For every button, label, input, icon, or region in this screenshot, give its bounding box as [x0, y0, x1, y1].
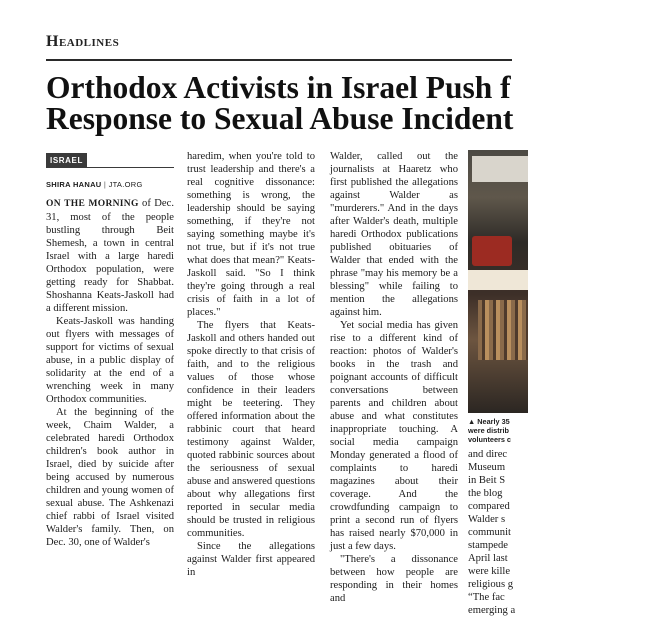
paragraph: Keats-Jaskoll was handing out flyers with messages of support for victims of sexual abuse, in a public display of solidarity at the end of a wrenching week in many Orthodox communities.	[46, 316, 174, 405]
text-line: religious g	[468, 579, 514, 590]
text-line: stampede	[468, 540, 509, 551]
paragraph: haredim, when you're told to trust leadership and there's a real cognitive dissonance: something is wrong, the leadership should be saying something, if they're not saying something maybe it's not true, but if it's not true what does that mean?" Keats-Jaskoll said. "So I think they're going through a real crisis of faith in a lot of places."	[187, 151, 315, 318]
lead-in: ON THE MORNING	[46, 199, 139, 209]
byline-author: SHIRA HANAU	[46, 180, 102, 189]
article-column-4	[468, 150, 528, 616]
headline-line-2: Response to Sexual Abuse Incident	[46, 101, 514, 136]
photo-banner	[468, 270, 528, 290]
caption-line: were distrib	[468, 426, 509, 435]
paragraph: Yet social media has given rise to a different kind of reaction: photos of Walder's books in the trash and poignant accounts of difficult conversations between parents and children about abuse and what constitutes inappropriate touching. A social media campaign Monday generated a flood of complaints to haredi magazines about their coverage. And the crowdfunding campaign to print a second run of flyers has raised nearly $70,000 in just a few days.	[330, 320, 458, 552]
text-line: were kille	[468, 566, 511, 577]
text-line: “The fac	[468, 592, 505, 603]
paragraph: "There's a dissonance between how people are responding in their homes and	[330, 554, 458, 604]
text-line: compared	[468, 501, 510, 512]
paragraph: At the beginning of the week, Chaim Walder, a celebrated haredi Orthodox children's book author in Israel, died by suicide after being accused by numerous children and young women of sexual abuse. The Ashkenazi chief rabbi of Israel visited Walder's family. Then, on Dec. 30, one of Walder's	[46, 407, 174, 548]
paragraph	[46, 197, 174, 315]
photo-sign	[472, 156, 528, 182]
kicker-badge: ISRAEL	[46, 153, 87, 168]
text-line: communit	[468, 527, 511, 538]
headline-line-1: Orthodox Activists in Israel Push f	[46, 70, 511, 105]
article-column-3	[330, 150, 458, 604]
caption-line: volunteers c	[468, 435, 511, 444]
article-column-1	[46, 150, 174, 548]
photo-shelf	[478, 300, 528, 360]
paragraph: Walder, called out the journalists at Haaretz who first published the allegations against Walder as "murderers." And in the days after Walder's death, multiple haredi Orthodox publications published obituaries of Walder that ended with the phrase "may his memory be a blessing" while failing to mention the allegations against him.	[330, 151, 458, 318]
byline	[46, 178, 174, 191]
text-line: the blog	[468, 488, 503, 499]
paragraph: Since the allegations against Walder first appeared in	[187, 541, 315, 578]
photo-red-book	[472, 236, 512, 266]
byline-separator: |	[103, 180, 107, 189]
bookstore-photo	[468, 150, 528, 413]
paragraph-text: of Dec. 31, most of the people bustling through Beit Shemesh, a town in central Israel with a large haredi Orthodox population, were getting ready for Shabbat. Shoshanna Keats-Jaskoll had a different mission.	[46, 198, 174, 314]
section-title: Headlines	[46, 33, 120, 50]
column-4-text	[468, 448, 528, 617]
text-line: emerging a	[468, 605, 516, 616]
text-line: in Beit S	[468, 475, 506, 486]
text-line: Walder s	[468, 514, 506, 525]
photo-caption	[468, 417, 528, 444]
text-line: and direc	[468, 449, 508, 460]
caption-line: ▲ Nearly 35	[468, 417, 510, 426]
text-line: Museum	[468, 462, 506, 473]
article-column-2	[187, 150, 315, 578]
section-rule	[46, 59, 512, 61]
headline	[46, 72, 646, 134]
text-line: April last	[468, 553, 508, 564]
paragraph: The flyers that Keats-Jaskoll and others handed out spoke directly to that crisis of faith, and to the religious values of those whose confidence in their leaders might be teetering. They offered information about the rabbinic court that heard testimony against Walder, quoted rabbinic sources about the seriousness of sexual abuse and answered questions about why allegations first reported in secular media should be trusted in religious communities.	[187, 320, 315, 539]
byline-source: JTA.ORG	[108, 180, 143, 189]
